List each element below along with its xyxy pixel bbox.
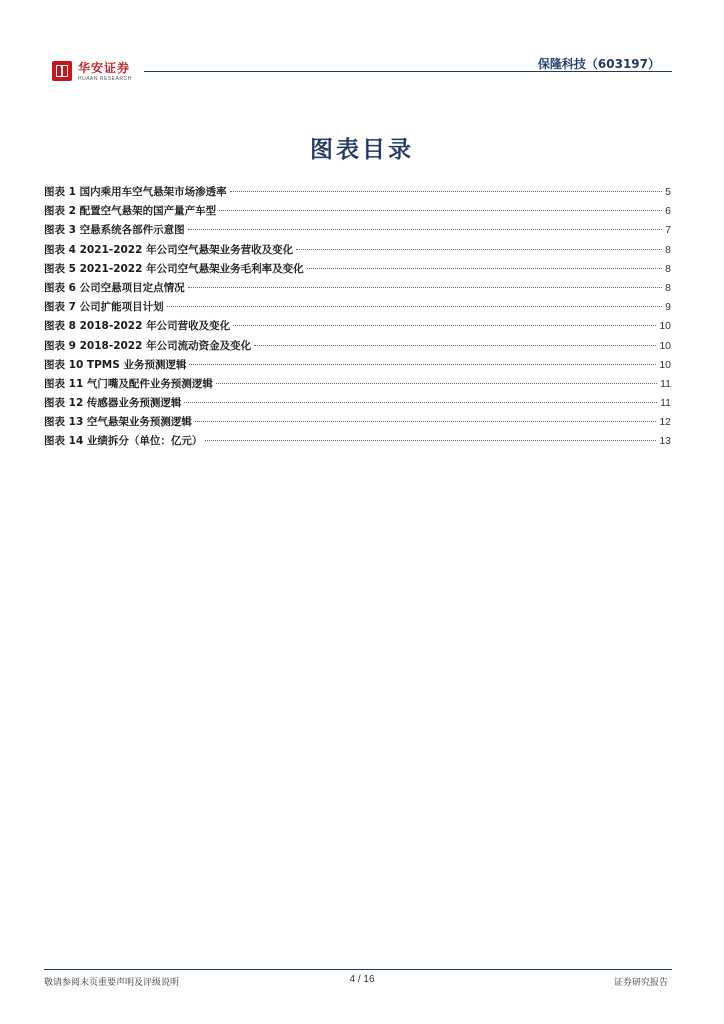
- toc-leader-dots: [195, 421, 656, 422]
- toc-entry-label: 图表 14 业绩拆分（单位：亿元）: [44, 435, 203, 448]
- toc-leader-dots: [188, 287, 663, 288]
- toc-leader-dots: [184, 402, 657, 403]
- logo-seal-icon: [52, 61, 72, 81]
- toc-entry[interactable]: [44, 298, 671, 317]
- toc-entry-page: 7: [665, 224, 671, 237]
- footer-doc-type: 证券研究报告: [613, 978, 668, 988]
- toc-entry-label: 图表 8 2018-2022 年公司营收及变化: [44, 320, 231, 333]
- toc-entry-page: 10: [659, 358, 671, 371]
- toc-entry-page: 11: [660, 377, 671, 390]
- toc-entry-label: 图表 1 国内乘用车空气悬架市场渗透率: [44, 186, 227, 198]
- toc-leader-dots: [233, 325, 656, 326]
- toc-entry-label: 图表 4 2021-2022 年公司空气悬架业务营收及变化: [44, 243, 294, 256]
- toc-entry-label: 图表 2 配置空气悬架的国产量产车型: [44, 205, 217, 218]
- toc-entry-page: 8: [665, 243, 671, 256]
- toc-leader-dots: [216, 383, 657, 384]
- toc-entry[interactable]: [44, 413, 671, 432]
- toc-entry[interactable]: [44, 337, 671, 356]
- page-number: 4 / 16: [349, 974, 375, 985]
- toc-leader-dots: [188, 229, 663, 230]
- toc-entry-label: 图表 12 传感器业务预测逻辑: [44, 397, 182, 410]
- toc-leader-dots: [307, 268, 663, 269]
- toc-entry-label: 图表 9 2018-2022 年公司流动资金及变化: [44, 339, 252, 352]
- toc-entry-label: 图表 5 2021-2022 年公司空气悬架业务毛利率及变化: [44, 262, 304, 275]
- toc-entry-label: 图表 11 气门嘴及配件业务预测逻辑: [44, 377, 213, 390]
- toc-entry[interactable]: [44, 356, 671, 375]
- toc-entry-label: 图表 13 空气悬架业务预测逻辑: [44, 416, 192, 429]
- toc-entry-label: 图表 10 TPMS 业务预测逻辑: [44, 358, 187, 371]
- logo-brand-sub: HUAAN RESEARCH: [78, 76, 132, 82]
- toc-entry[interactable]: [44, 183, 671, 202]
- toc-entry[interactable]: [44, 375, 671, 394]
- toc-entry[interactable]: [44, 241, 671, 260]
- toc-entry-page: 13: [659, 435, 671, 448]
- toc-entry-page: 10: [659, 339, 671, 352]
- footer-divider: [44, 969, 672, 970]
- toc-entry-page: 6: [665, 205, 671, 218]
- toc-leader-dots: [219, 210, 662, 211]
- toc-entry-label: 图表 7 公司扩能项目计划: [44, 301, 164, 314]
- toc-entry[interactable]: [44, 432, 671, 451]
- toc-entry[interactable]: [44, 202, 671, 221]
- toc-entry-label: 图表 6 公司空悬项目定点情况: [44, 281, 185, 294]
- toc-leader-dots: [230, 191, 663, 192]
- toc-leader-dots: [254, 345, 656, 346]
- toc-entry[interactable]: [44, 394, 671, 413]
- toc-entry-page: 12: [659, 416, 671, 429]
- toc-entry[interactable]: [44, 317, 671, 336]
- toc-entry[interactable]: [44, 260, 671, 279]
- toc-entry[interactable]: [44, 279, 671, 298]
- toc-entry-page: 8: [665, 262, 671, 275]
- header-company: 保隆科技（603197）: [537, 57, 660, 71]
- toc-leader-dots: [189, 364, 656, 365]
- toc-entry-label: 图表 3 空悬系统各部件示意图: [44, 224, 185, 237]
- toc-leader-dots: [296, 249, 662, 250]
- toc-entry-page: 8: [665, 281, 671, 294]
- toc-entry-page: 5: [665, 186, 671, 198]
- toc-entry[interactable]: [44, 221, 671, 240]
- header-divider: [144, 71, 672, 72]
- toc-leader-dots: [205, 440, 656, 441]
- logo-brand-name: 华安证券: [78, 61, 131, 75]
- table-of-figures: [44, 183, 671, 452]
- footer-disclaimer: 敬请参阅末页重要声明及评级说明: [44, 978, 180, 988]
- toc-entry-page: 10: [659, 320, 671, 333]
- page-title: 图表目录: [310, 137, 414, 163]
- toc-entry-page: 9: [665, 301, 671, 314]
- toc-entry-page: 11: [660, 397, 671, 410]
- toc-leader-dots: [167, 306, 663, 307]
- company-logo: [52, 61, 172, 87]
